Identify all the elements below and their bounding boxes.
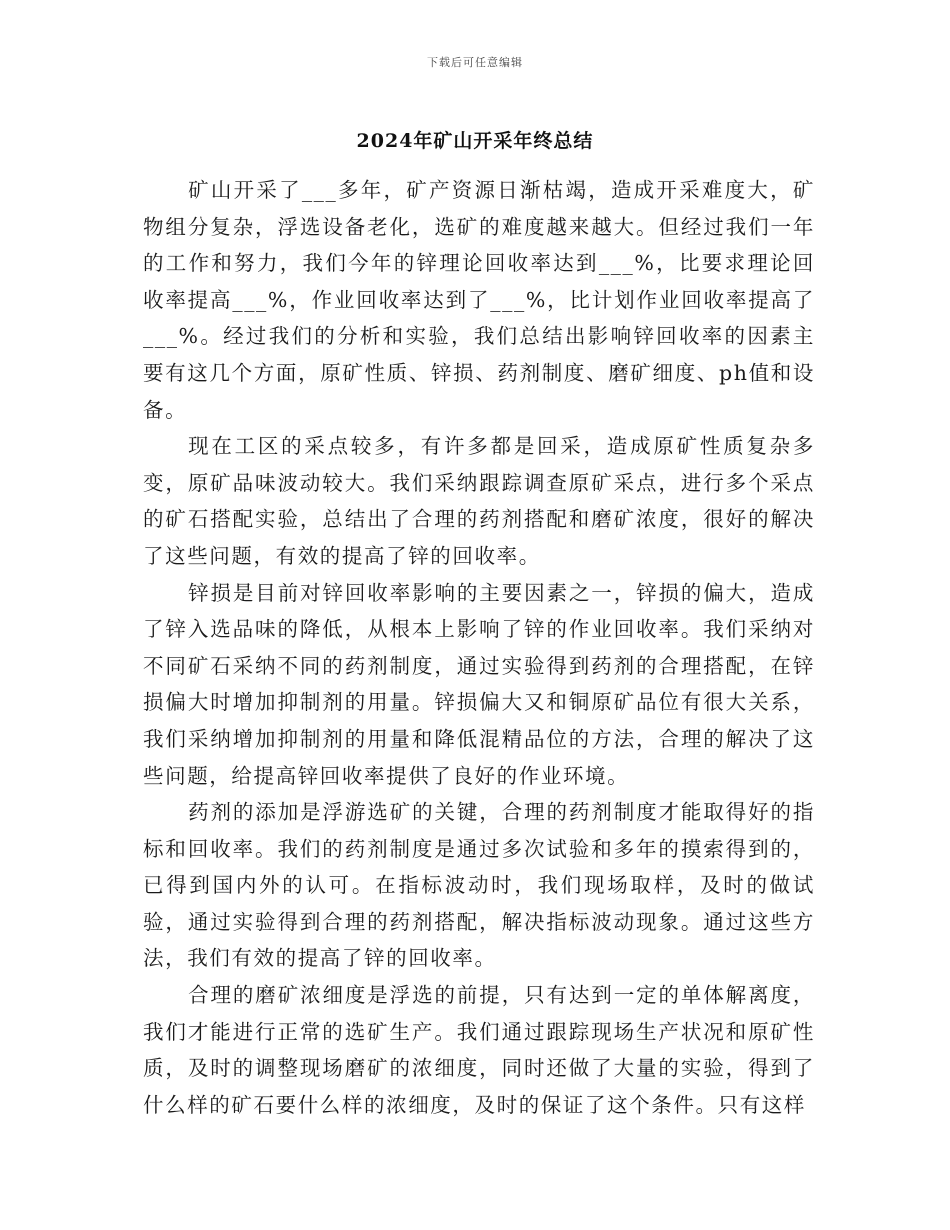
paragraph: 锌损是目前对锌回收率影响的主要因素之一，锌损的偏大，造成了锌入选品味的降低，从根本上影响了锌的作业回收率。我们采纳对不同矿石采纳不同的药剂制度，通过实验得到药剂的合理搭配，在锌损偏大时增加抑制剂的用量。锌损偏大又和铜原矿品位有很大关系，我们采纳增加抑制剂的用量和降低混精品位的方法，合理的解决了这些问题，给提高锌回收率提供了良好的作业环境。 bbox=[143, 580, 815, 788]
page-header-note: 下载后可任意编辑 bbox=[427, 56, 523, 69]
document-title: 2024年矿山开采年终总结 bbox=[356, 130, 594, 152]
paragraph: 药剂的添加是浮游选矿的关键，合理的药剂制度才能取得好的指标和回收率。我们的药剂制度是通过多次试验和多年的摸索得到的，已得到国内外的认可。在指标波动时，我们现场取样，及时的做试验，通过实验得到合理的药剂搭配，解决指标波动现象。通过这些方法，我们有效的提高了锌的回收率。 bbox=[143, 800, 815, 971]
paragraph: 现在工区的采点较多，有许多都是回采，造成原矿性质复杂多变，原矿品味波动较大。我们采纳跟踪调查原矿采点，进行多个采点的矿石搭配实验，总结出了合理的药剂搭配和磨矿浓度，很好的解决了这些问题，有效的提高了锌的回收率。 bbox=[143, 434, 815, 568]
paragraph: 合理的磨矿浓细度是浮选的前提，只有达到一定的单体解离度，我们才能进行正常的选矿生产。我们通过跟踪现场生产状况和原矿性质，及时的调整现场磨矿的浓细度，同时还做了大量的实验，得到了什么样的矿石要什么样的浓细度，及时的保证了这个条件。只有这样 bbox=[143, 983, 815, 1117]
paragraph: 矿山开采了___多年，矿产资源日渐枯竭，造成开采难度大，矿物组分复杂，浮选设备老化，选矿的难度越来越大。但经过我们一年的工作和努力，我们今年的锌理论回收率达到___%，比要求理论回收率提高___%，作业回收率达到了___%，比计划作业回收率提高了___%。经过我们的分析和实验，我们总结出影响锌回收率的因素主要有这几个方面，原矿性质、锌损、药剂制度、磨矿细度、ph值和设备。 bbox=[143, 178, 815, 422]
document-body bbox=[143, 172, 815, 1123]
